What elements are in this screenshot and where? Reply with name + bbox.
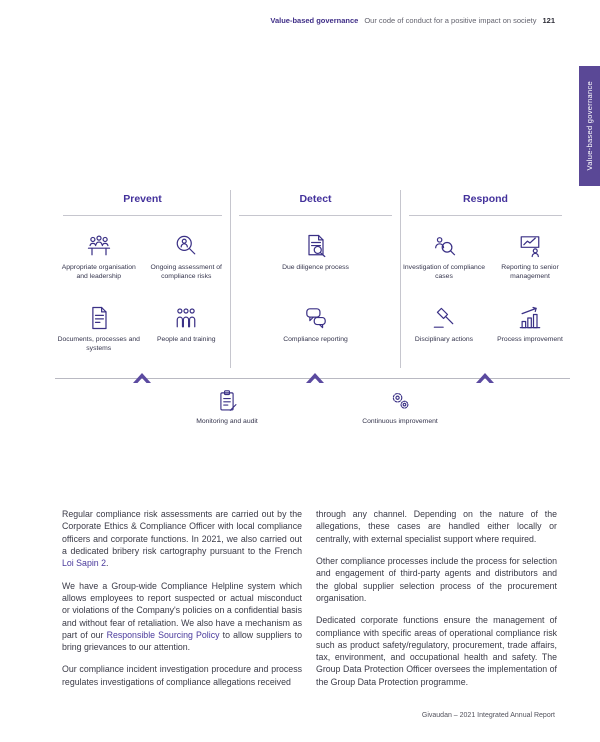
document-lines-icon <box>85 304 113 332</box>
header-section-title: Value-based governance <box>270 16 359 25</box>
item-label: Documents, processes and systems <box>57 336 140 352</box>
people-icon <box>172 304 200 332</box>
diagram-item <box>340 388 460 427</box>
item-label: Appropriate organisation and leadership <box>61 264 136 280</box>
item-label: Ongoing assessment of compliance risks <box>150 264 222 280</box>
diagram-column-prevent <box>55 190 230 368</box>
item-label: Monitoring and audit <box>196 418 258 425</box>
text-segment: through any channel. Depending on the nature of the allegations, these cases are handled either locally or centrally, with external specialist support where required. <box>316 509 557 544</box>
document-magnifier-icon <box>302 232 330 260</box>
section-side-tab[interactable] <box>579 66 600 186</box>
responsible-sourcing-policy-link[interactable]: Responsible Sourcing Policy <box>106 629 220 640</box>
compliance-diagram <box>55 190 570 368</box>
paragraph <box>316 614 557 688</box>
item-label: Compliance reporting <box>283 336 348 343</box>
paragraph <box>62 508 302 570</box>
text-segment: Dedicated corporate functions ensure the management of compliance with specific areas of operational compliance risk such as product safety/regulatory, procurement, trade affairs, tax, environment, and occupational health and safety. The Group Data Protection Officer oversees the implementation of the Group Data Protection programme. <box>316 615 557 687</box>
diagram-item <box>167 388 287 427</box>
magnifier-person-icon <box>430 232 458 260</box>
paragraph <box>316 555 557 604</box>
diagram-item <box>143 232 229 296</box>
paragraph <box>62 663 302 688</box>
chevron-up-icon <box>476 372 494 383</box>
loi-sapin-2-link[interactable]: Loi Sapin 2 <box>62 558 107 569</box>
diagram-item <box>143 304 229 368</box>
section-side-tab-label: Value-based governance <box>585 81 594 171</box>
text-segment: Regular compliance risk assessments are carried out by the Corporate Ethics & Compliance Officer with local compliance officers and corporate functions. In 2021, we also carried out a dedicated bribery risk cartography pursuant to the French <box>62 509 302 556</box>
paragraph <box>316 508 557 545</box>
text-segment: We have a Group-wide Compliance Helpline system which allows employees to report suspected or actual misconduct or violations of the Company's policies on a confidential basis and without fear of retaliation. We also have a mechanism as part of our <box>62 580 302 640</box>
diagram-item <box>56 232 142 296</box>
speech-bubbles-icon <box>302 304 330 332</box>
chevron-up-icon <box>133 372 151 383</box>
presentation-icon <box>516 232 544 260</box>
diagram-baseline <box>55 378 570 379</box>
item-label: Reporting to senior management <box>501 264 559 280</box>
item-label: Process improvement <box>497 336 563 343</box>
text-segment: . <box>106 558 109 569</box>
gavel-icon <box>430 304 458 332</box>
diagram-column-detect <box>230 190 400 368</box>
item-label: Continuous improvement <box>362 418 438 425</box>
diagram-item <box>487 232 573 296</box>
diagram-item <box>273 304 359 368</box>
header-subtitle: Our code of conduct for a positive impact on society <box>364 16 537 25</box>
people-group-icon <box>85 232 113 260</box>
page-footer: Givaudan – 2021 Integrated Annual Report <box>421 712 555 719</box>
body-text-right-column <box>316 508 557 698</box>
item-label: Due diligence process <box>282 264 349 271</box>
gears-icon <box>387 388 413 414</box>
diagram-item <box>401 304 487 368</box>
paragraph <box>62 580 302 654</box>
clipboard-icon <box>214 388 240 414</box>
diagram-item <box>401 232 487 296</box>
text-segment: to allow suppliers to bring grievances to our attention. <box>62 629 302 653</box>
person-magnifier-icon <box>172 232 200 260</box>
column-title-prevent: Prevent <box>63 190 222 216</box>
column-title-detect: Detect <box>239 190 392 216</box>
bar-chart-arrow-icon <box>516 304 544 332</box>
text-segment: Our compliance incident investigation procedure and process regulates investigations of compliance allegations received <box>62 664 302 687</box>
diagram-item <box>487 304 573 368</box>
text-segment: Other compliance processes include the process for selection and engagement of third-party agents and distributors and the global supplier selection process of the procurement organisation. <box>316 555 557 603</box>
item-label: Investigation of compliance cases <box>403 264 485 280</box>
chevron-up-icon <box>306 372 324 383</box>
item-label: People and training <box>156 336 216 343</box>
item-label: Disciplinary actions <box>414 336 474 343</box>
diagram-item <box>56 304 142 368</box>
page-number: 121 <box>542 16 555 25</box>
page-header <box>270 16 555 25</box>
diagram-column-respond <box>400 190 570 368</box>
column-title-respond: Respond <box>409 190 562 216</box>
body-text-left-column <box>62 508 302 698</box>
diagram-item <box>273 232 359 296</box>
